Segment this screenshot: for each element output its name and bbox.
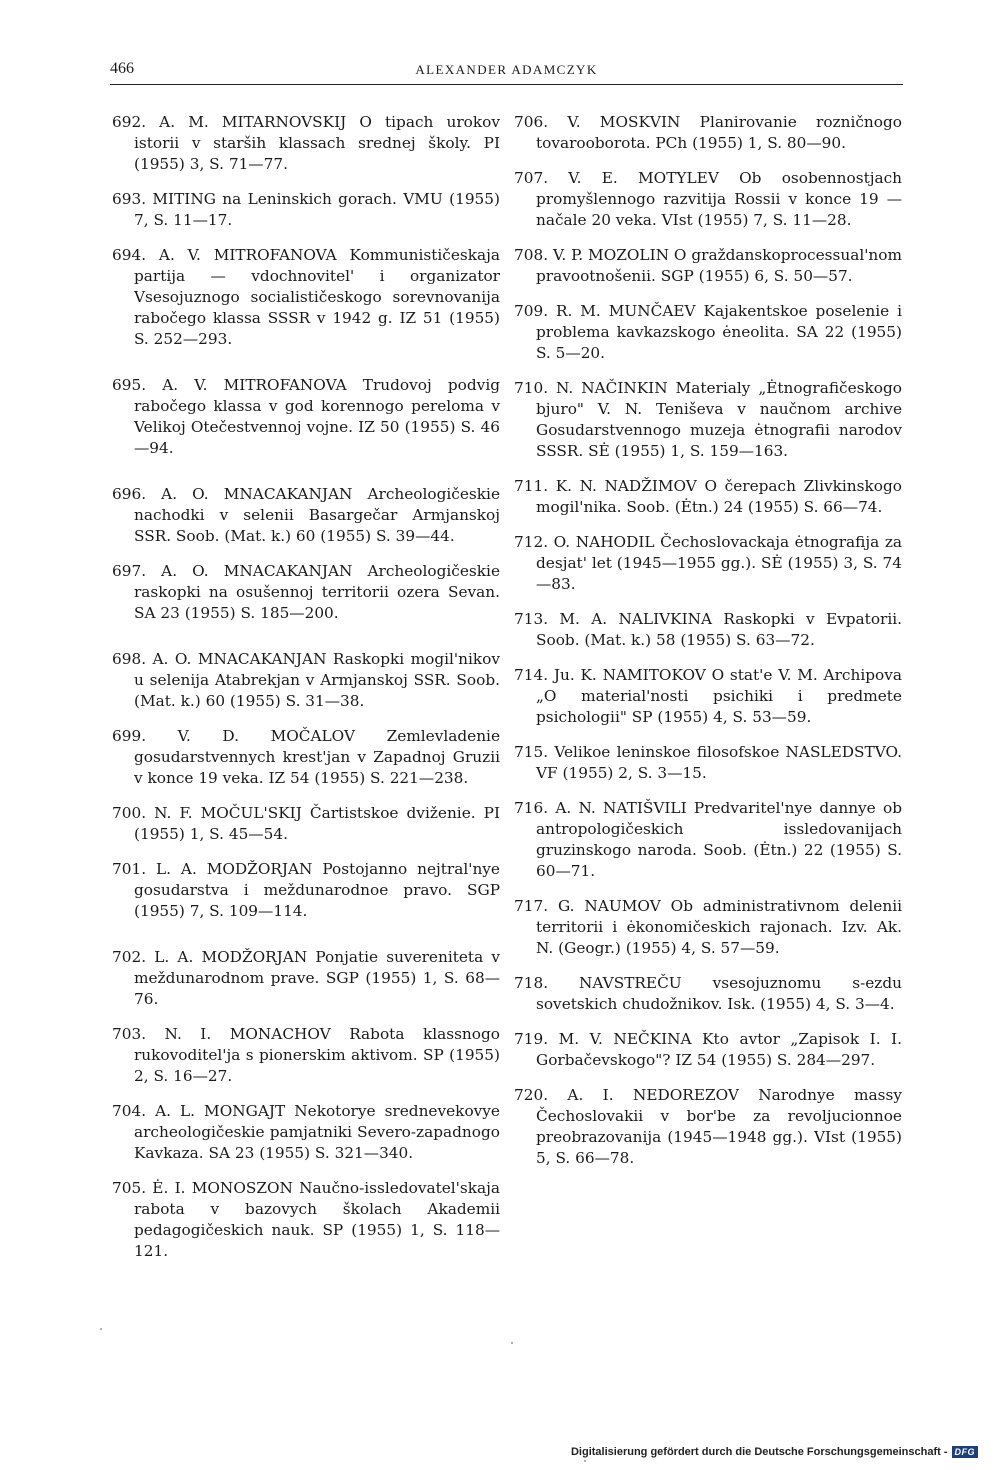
bibliography-entry: 704. A. L. MONGAJT Nekotorye srednevekovye archeologičeskie pamjatniki Severo-zapadnogo Kavkaza. SA 23 (1955) S. 321—340. — [112, 1102, 500, 1162]
running-title: ALEXANDER ADAMCZYK — [415, 62, 598, 77]
bibliography-entry: 713. M. A. NALIVKINA Raskopki v Evpatorii. Soob. (Mat. k.) 58 (1955) S. 63—72. — [514, 610, 902, 649]
bibliography-entry: 709. R. M. MUNČAEV Kajakentskoe poselenie i problema kavkazskogo ėneolita. SA 22 (1955) S. 5—20. — [514, 302, 902, 362]
bibliography-entry: 701. L. A. MODŽORJAN Postojanno nejtral'nye gosudarstva i meždunarodnoe pravo. SGP (1955) 7, S. 109—114. — [112, 860, 500, 920]
bibliography-entry: 712. O. NAHODIL Čechoslovackaja ėtnografija za desjat' let (1945—1955 gg.). SĖ (1955) 3, S. 74—83. — [514, 533, 902, 593]
right-column — [514, 112, 902, 1169]
bibliography-entry: 696. A. O. MNACAKANJAN Archeologičeskie nachodki v selenii Basargečar Armjanskoj SSR. Soob. (Mat. k.) 60 (1955) S. 39—44. — [112, 485, 500, 545]
digitization-footer — [571, 1446, 978, 1458]
left-column — [112, 112, 500, 1262]
bibliography-entry: 698. A. O. MNACAKANJAN Raskopki mogil'nikov u selenija Atabrekjan v Armjanskoj SSR. Soob. (Mat. k.) 60 (1955) S. 31—38. — [112, 650, 500, 710]
footer-credit: Digitalisierung gefördert durch die Deutsche Forschungsgemeinschaft - — [570, 1446, 948, 1458]
page-header — [110, 60, 903, 86]
bibliography-entry: 718. NAVSTREČU vsesojuznomu s-ezdu sovetskich chudožnikov. Isk. (1955) 4, S. 3—4. — [514, 974, 902, 1013]
bibliography-entry: 717. G. NAUMOV Ob administrativnom delenii territorii i ėkonomičeskich rajonach. Izv. Ak. N. (Geogr.) (1955) 4, S. 57—59. — [514, 897, 902, 957]
header-rule — [110, 84, 903, 85]
scan-speck — [511, 1342, 513, 1344]
bibliography-entry: 699. V. D. MOČALOV Zemlevladenie gosudarstvennych krest'jan v Zapadnoj Gruzii v konce 19 veka. IZ 54 (1955) S. 221—238. — [112, 727, 500, 787]
scan-speck — [584, 1460, 586, 1462]
bibliography-entry: 693. MITING na Leninskich gorach. VMU (1955) 7, S. 11—17. — [112, 190, 500, 229]
dfg-logo: DFG — [952, 1446, 979, 1458]
bibliography-entry: 695. A. V. MITROFANOVA Trudovoj podvig rabočego klassa v god korennogo pereloma v Velikoj Otečestvennoj vojne. IZ 50 (1955) S. 46—94. — [112, 376, 500, 457]
bibliography-entry: 706. V. MOSKVIN Planirovanie rozničnogo tovarooborota. PCh (1955) 1, S. 80—90. — [514, 113, 902, 152]
bibliography-entry: 703. N. I. MONACHOV Rabota klassnogo rukovoditel'ja s pionerskim aktivom. SP (1955) 2, S. 16—27. — [112, 1025, 500, 1085]
bibliography-entry: 700. N. F. MOČUL'SKIJ Čartistskoe dviženie. PI (1955) 1, S. 45—54. — [112, 804, 500, 843]
bibliography-entry: 697. A. O. MNACAKANJAN Archeologičeskie raskopki na osušennoj territorii ozera Sevan. SA 23 (1955) S. 185—200. — [112, 562, 500, 622]
bibliography-entry: 702. L. A. MODŽORJAN Ponjatie suvereniteta v meždunarodnom prave. SGP (1955) 1, S. 68—76. — [112, 948, 500, 1008]
bibliography-entry: 714. Ju. K. NAMITOKOV O stat'e V. M. Archipova „O material'nosti psichiki i predmete psichologii" SP (1955) 4, S. 53—59. — [514, 666, 902, 726]
bibliography-entry: 715. Velikoe leninskoe filosofskoe NASLEDSTVO. VF (1955) 2, S. 3—15. — [514, 743, 902, 782]
bibliography-entry: 719. M. V. NEČKINA Kto avtor „Zapisok I. I. Gorbačevskogo"? IZ 54 (1955) S. 284—297. — [514, 1030, 902, 1069]
bibliography-entry: 708. V. P. MOZOLIN O graždanskoprocessual'nom pravootnošenii. SGP (1955) 6, S. 50—57. — [514, 246, 902, 285]
bibliography-entry: 720. A. I. NEDOREZOV Narodnye massy Čechoslovakii v bor'be za revoljucionnoe preobrazovanija (1945—1948 gg.). VIst (1955) 5, S. 66—78. — [514, 1086, 902, 1167]
page-number: 466 — [110, 60, 134, 77]
scan-speck — [100, 1328, 102, 1330]
bibliography-entry: 692. A. M. MITARNOVSKIJ O tipach urokov istorii v starših klassach srednej školy. PI (1955) 3, S. 71—77. — [112, 113, 500, 173]
bibliography-entry: 710. N. NAČINKIN Materialy „Ėtnografičeskogo bjuro" V. N. Teniševa v naučnom archive Gosudarstvennogo muzeja ėtnografii narodov SSSR. SĖ (1955) 1, S. 159—163. — [514, 379, 902, 460]
bibliography-entry: 705. Ė. I. MONOSZON Naučno-issledovatel'skaja rabota v bazovych školach Akademii pedagogičeskich nauk. SP (1955) 1, S. 118—121. — [112, 1179, 500, 1260]
bibliography-entry: 716. A. N. NATIŠVILI Predvaritel'nye dannye ob antropologičeskich issledovanijach gruzinskogo naroda. Soob. (Ėtn.) 22 (1955) S. 60—71. — [514, 799, 902, 880]
bibliography-entry: 707. V. E. MOTYLEV Ob osobennostjach promyšlennogo razvitija Rossii v konce 19 — načale 20 veka. VIst (1955) 7, S. 11—28. — [514, 169, 902, 229]
bibliography-entry: 711. K. N. NADŽIMOV O čerepach Zlivkinskogo mogil'nika. Soob. (Ėtn.) 24 (1955) S. 66—74. — [514, 477, 902, 516]
bibliography-entry: 694. A. V. MITROFANOVA Kommunističeskaja partija — vdochnovitel' i organizator Vsesojuznogo socialističeskogo sorevnovanija rabočego klassa SSSR v 1942 g. IZ 51 (1955) S. 252—293. — [112, 246, 500, 348]
